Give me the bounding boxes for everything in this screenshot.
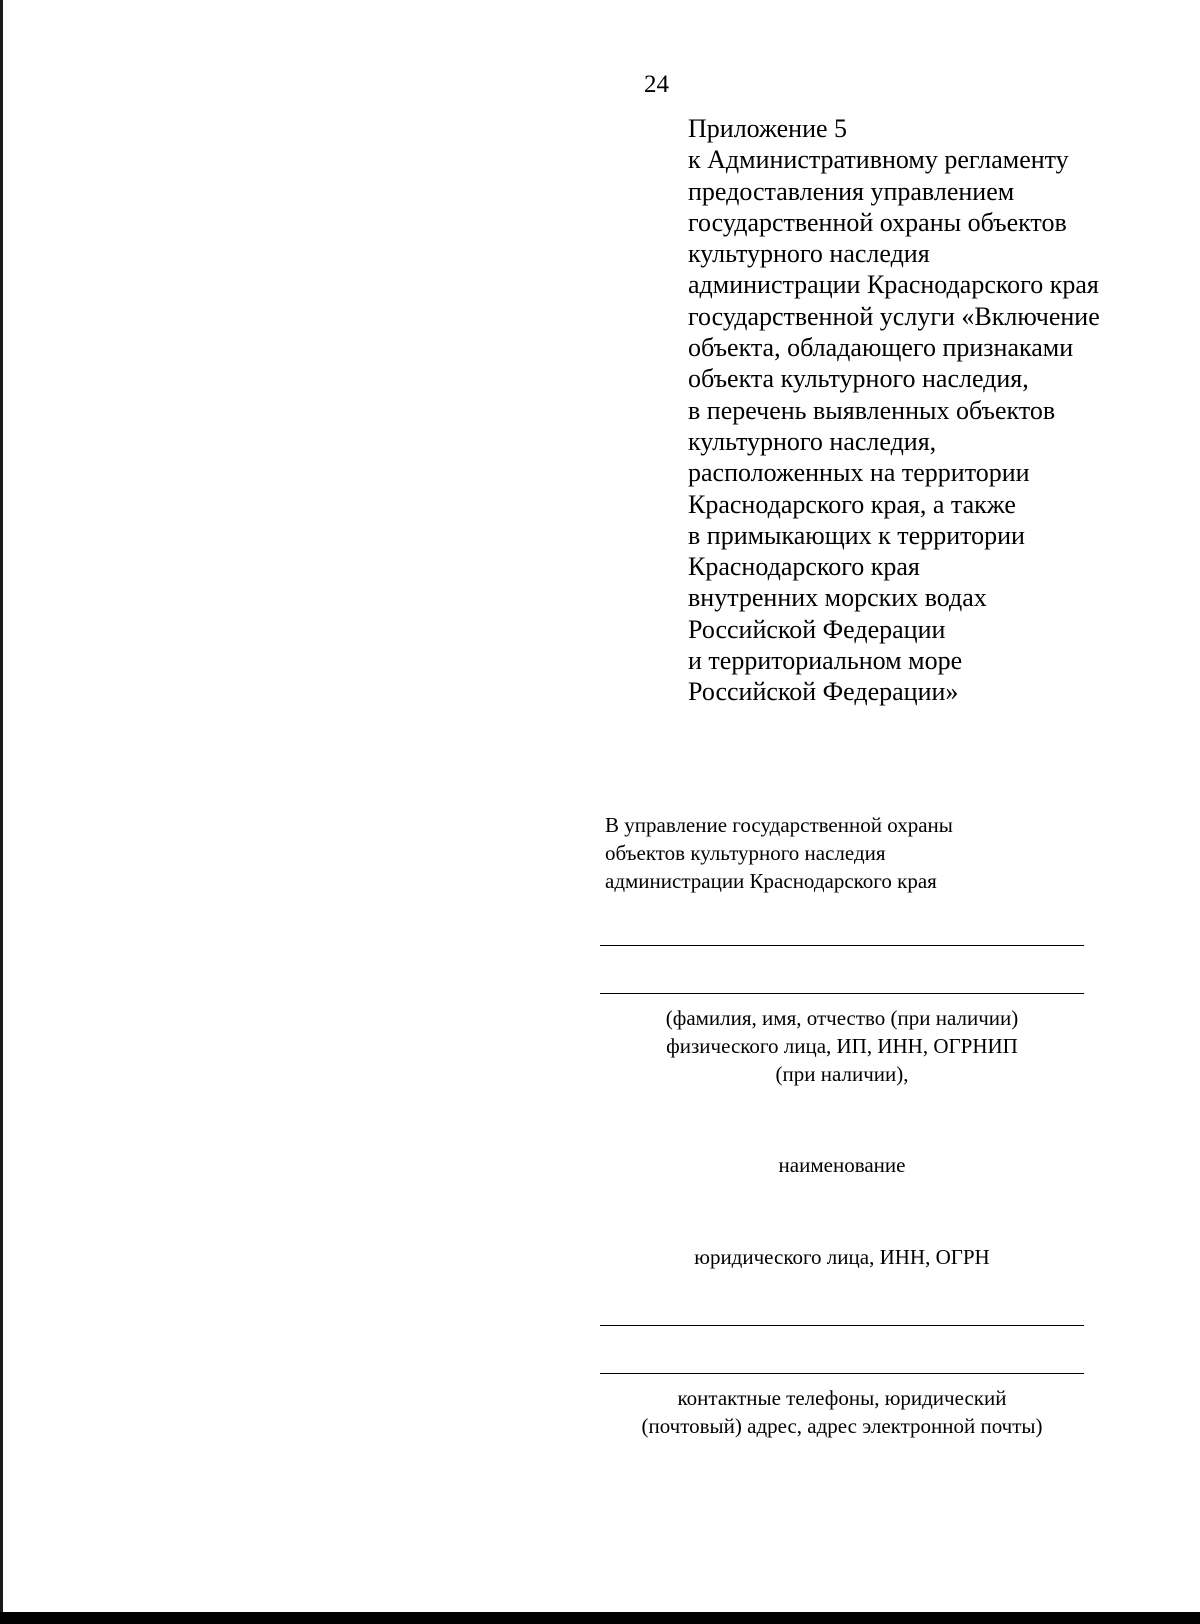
addressee-line: администрации Краснодарского края bbox=[605, 869, 937, 893]
appendix-line: предоставления управлением bbox=[688, 176, 1015, 206]
scan-bottom-band bbox=[0, 1612, 1200, 1624]
appendix-line: в перечень выявленных объектов bbox=[688, 395, 1056, 425]
appendix-line: к Административному регламенту bbox=[688, 145, 1069, 175]
appendix-line: культурного наследия bbox=[688, 239, 930, 269]
contacts-fill-line-2[interactable] bbox=[600, 1373, 1084, 1374]
hint-line: (фамилия, имя, отчество (при наличии) bbox=[665, 1006, 1019, 1030]
contacts-fill-line-1[interactable] bbox=[600, 1325, 1084, 1326]
appendix-line: расположенных на территории bbox=[688, 458, 1030, 488]
applicant-person-hint bbox=[600, 1004, 1084, 1088]
appendix-line: Российской Федерации» bbox=[688, 677, 959, 707]
hint-line: (при наличии), bbox=[775, 1062, 909, 1086]
applicant-name-hint bbox=[600, 1151, 1084, 1179]
hint-line: наименование bbox=[778, 1153, 906, 1177]
hint-line: юридического лица, ИНН, ОГРН bbox=[694, 1245, 990, 1269]
appendix-line: Российской Федерации bbox=[688, 614, 946, 644]
contacts-hint bbox=[600, 1384, 1084, 1440]
applicant-legal-hint bbox=[600, 1243, 1084, 1271]
page-number: 24 bbox=[644, 71, 669, 98]
addressee-block bbox=[605, 811, 1125, 895]
appendix-line: и территориальном море bbox=[688, 646, 963, 676]
appendix-line: объекта культурного наследия, bbox=[688, 364, 1029, 394]
appendix-line: внутренних морских водах bbox=[688, 583, 987, 613]
appendix-line: Приложение 5 bbox=[688, 114, 848, 143]
appendix-line: объекта, обладающего признаками bbox=[688, 333, 1074, 363]
appendix-line: культурного наследия, bbox=[688, 426, 937, 456]
appendix-line: государственной услуги «Включение bbox=[688, 301, 1100, 331]
appendix-line: администрации Краснодарского края bbox=[688, 270, 1099, 300]
addressee-line: В управление государственной охраны bbox=[605, 813, 953, 837]
hint-line: физического лица, ИП, ИНН, ОГРНИП bbox=[666, 1034, 1018, 1058]
appendix-line: государственной охраны объектов bbox=[688, 207, 1067, 237]
appendix-line: Краснодарского края bbox=[688, 552, 920, 582]
appendix-line: Краснодарского края, а также bbox=[688, 489, 1016, 519]
hint-line: контактные телефоны, юридический bbox=[677, 1386, 1007, 1410]
appendix-line: в примыкающих к территории bbox=[688, 520, 1025, 550]
scan-left-edge bbox=[0, 0, 3, 1624]
hint-line: (почтовый) адрес, адрес электронной почты) bbox=[641, 1414, 1043, 1438]
applicant-fill-line-2[interactable] bbox=[600, 993, 1084, 994]
applicant-fill-line-1[interactable] bbox=[600, 945, 1084, 946]
addressee-line: объектов культурного наследия bbox=[605, 841, 886, 865]
appendix-header bbox=[688, 113, 1158, 708]
